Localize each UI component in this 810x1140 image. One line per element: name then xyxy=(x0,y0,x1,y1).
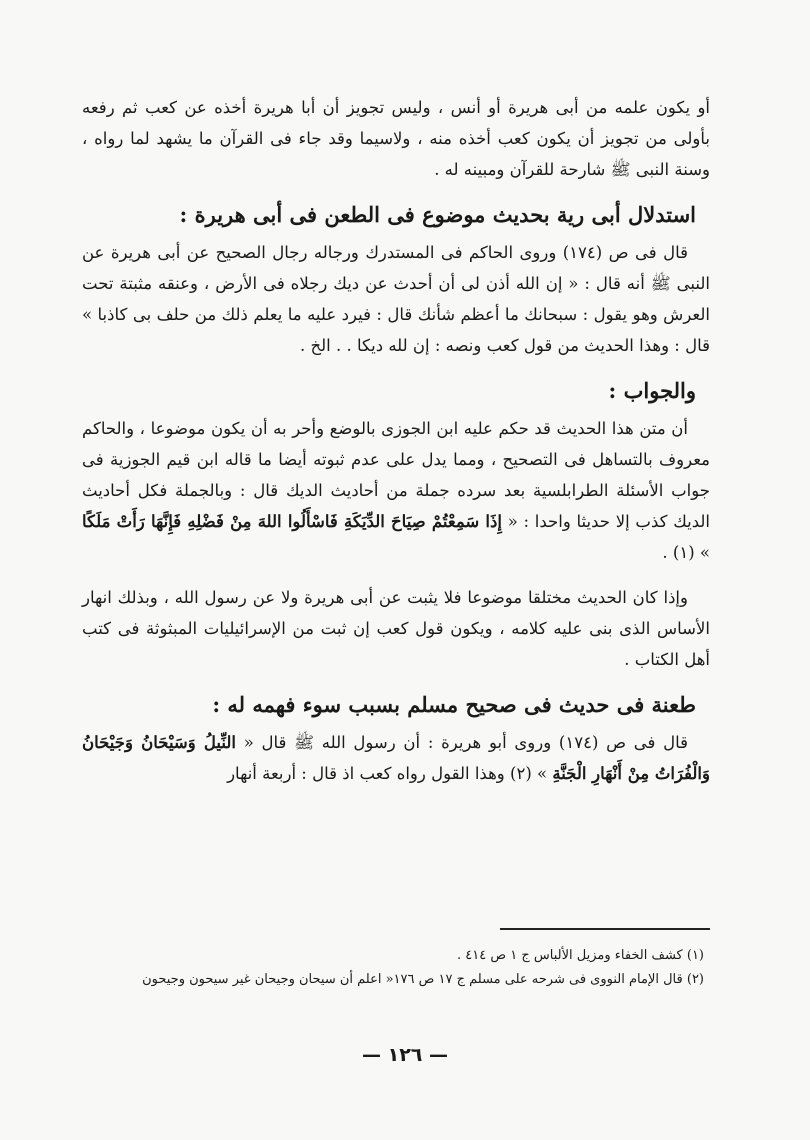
footnotes-area xyxy=(82,928,710,992)
section2-text-post: » (١) . xyxy=(662,543,710,562)
footnote-divider xyxy=(500,928,710,930)
intro-paragraph: أو يكون علمه من أبى هريرة أو أنس ، وليس تجويز أن أبا هريرة أخذه عن كعب ثم رفعه بأولى من تجويز أن يكون كعب أخذه منه ، ولاسيما وقد جاء فى القرآن ما يشهد لما رواه ، وسنة النبى ﷺ شارحة للقرآن ومبينه له . xyxy=(82,98,710,179)
page-body xyxy=(82,92,710,789)
section3-paragraph xyxy=(82,727,710,789)
section3-text-pre: قال فى ص (١٧٤) وروى أبو هريرة : أن رسول الله ﷺ قال « xyxy=(243,733,688,752)
section-heading-2: والجواب : xyxy=(608,378,696,403)
footnote-1: (١) كشف الخفاء ومزيل الألباس ج ١ ص ٤١٤ . xyxy=(457,948,704,963)
hadith-quote-rivers: النِّيلُ وَسَيْحَانُ وَجَيْحَانُ وَالْفُرَاتُ مِنْ أَنْهَارِ الْجَنَّةِ xyxy=(82,733,710,783)
section3-text-post: » (٢) وهذا القول رواه كعب اذ قال : أربعة أنهار xyxy=(227,764,548,783)
footnote-2: (٢) قال الإمام النووى فى شرحه على مسلم ج ١٧ ص ١٧٦« اعلم أن سيحان وجيحان غير سيحون وجيحون xyxy=(142,972,704,987)
section1-paragraph: قال فى ص (١٧٤) وروى الحاكم فى المستدرك ورجاله رجال الصحيح عن أبى هريرة عن النبى ﷺ أنه قال : « إن الله أذن لى أن أحدث عن ديك رجلاه فى الأرض ، وعنقه مثبتة تحت العرش وهو يقول : سبحانك ما أعظم شأنك قال : فيرد عليه ما يعلم ذلك من حلف بى كاذبا » قال : وهذا الحديث من قول كعب ونصه : إن لله ديكا . . الخ . xyxy=(82,243,710,355)
section-heading-1: استدلال أبى رية بحديث موضوع فى الطعن فى أبى هريرة : xyxy=(179,202,696,227)
section2-paragraph xyxy=(82,413,710,568)
section2-text-pre: أن متن هذا الحديث قد حكم عليه ابن الجوزى بالوضع وأحر به أن يكون موضوعا ، والحاكم معروف بالتساهل فى التصحيح ، ومما يدل على عدم ثبوته أيضا ما قاله ابن قيم الجوزية فى جواب الأسئلة الطرابلسية بعد سرده جملة من أحاديث الديك قال : وبالجملة فكل أحاديث الديك كذب إلا حديثا واحدا : « xyxy=(82,419,710,531)
section2-paragraph-2: وإذا كان الحديث مختلقا موضوعا فلا يثبت عن أبى هريرة ولا عن رسول الله ، وبذلك انهار الأساس الذى بنى عليه كلامه ، ويكون قول كعب إن ثبت من الإسرائيليات المبثوثة فى كتب أهل الكتاب . xyxy=(82,588,710,669)
section-heading-3: طعنة فى حديث فى صحيح مسلم بسبب سوء فهمه له : xyxy=(212,692,696,717)
hadith-quote-rooster: إِذَا سَمِعْتُمْ صِيَاحَ الدِّيَكَةِ فَاسْأَلُوا اللهَ مِنْ فَضْلِهِ فَإِنَّهَا رَأَتْ مَلَكًا xyxy=(82,512,502,531)
page-number: — ١٢٦ — xyxy=(361,1044,449,1066)
